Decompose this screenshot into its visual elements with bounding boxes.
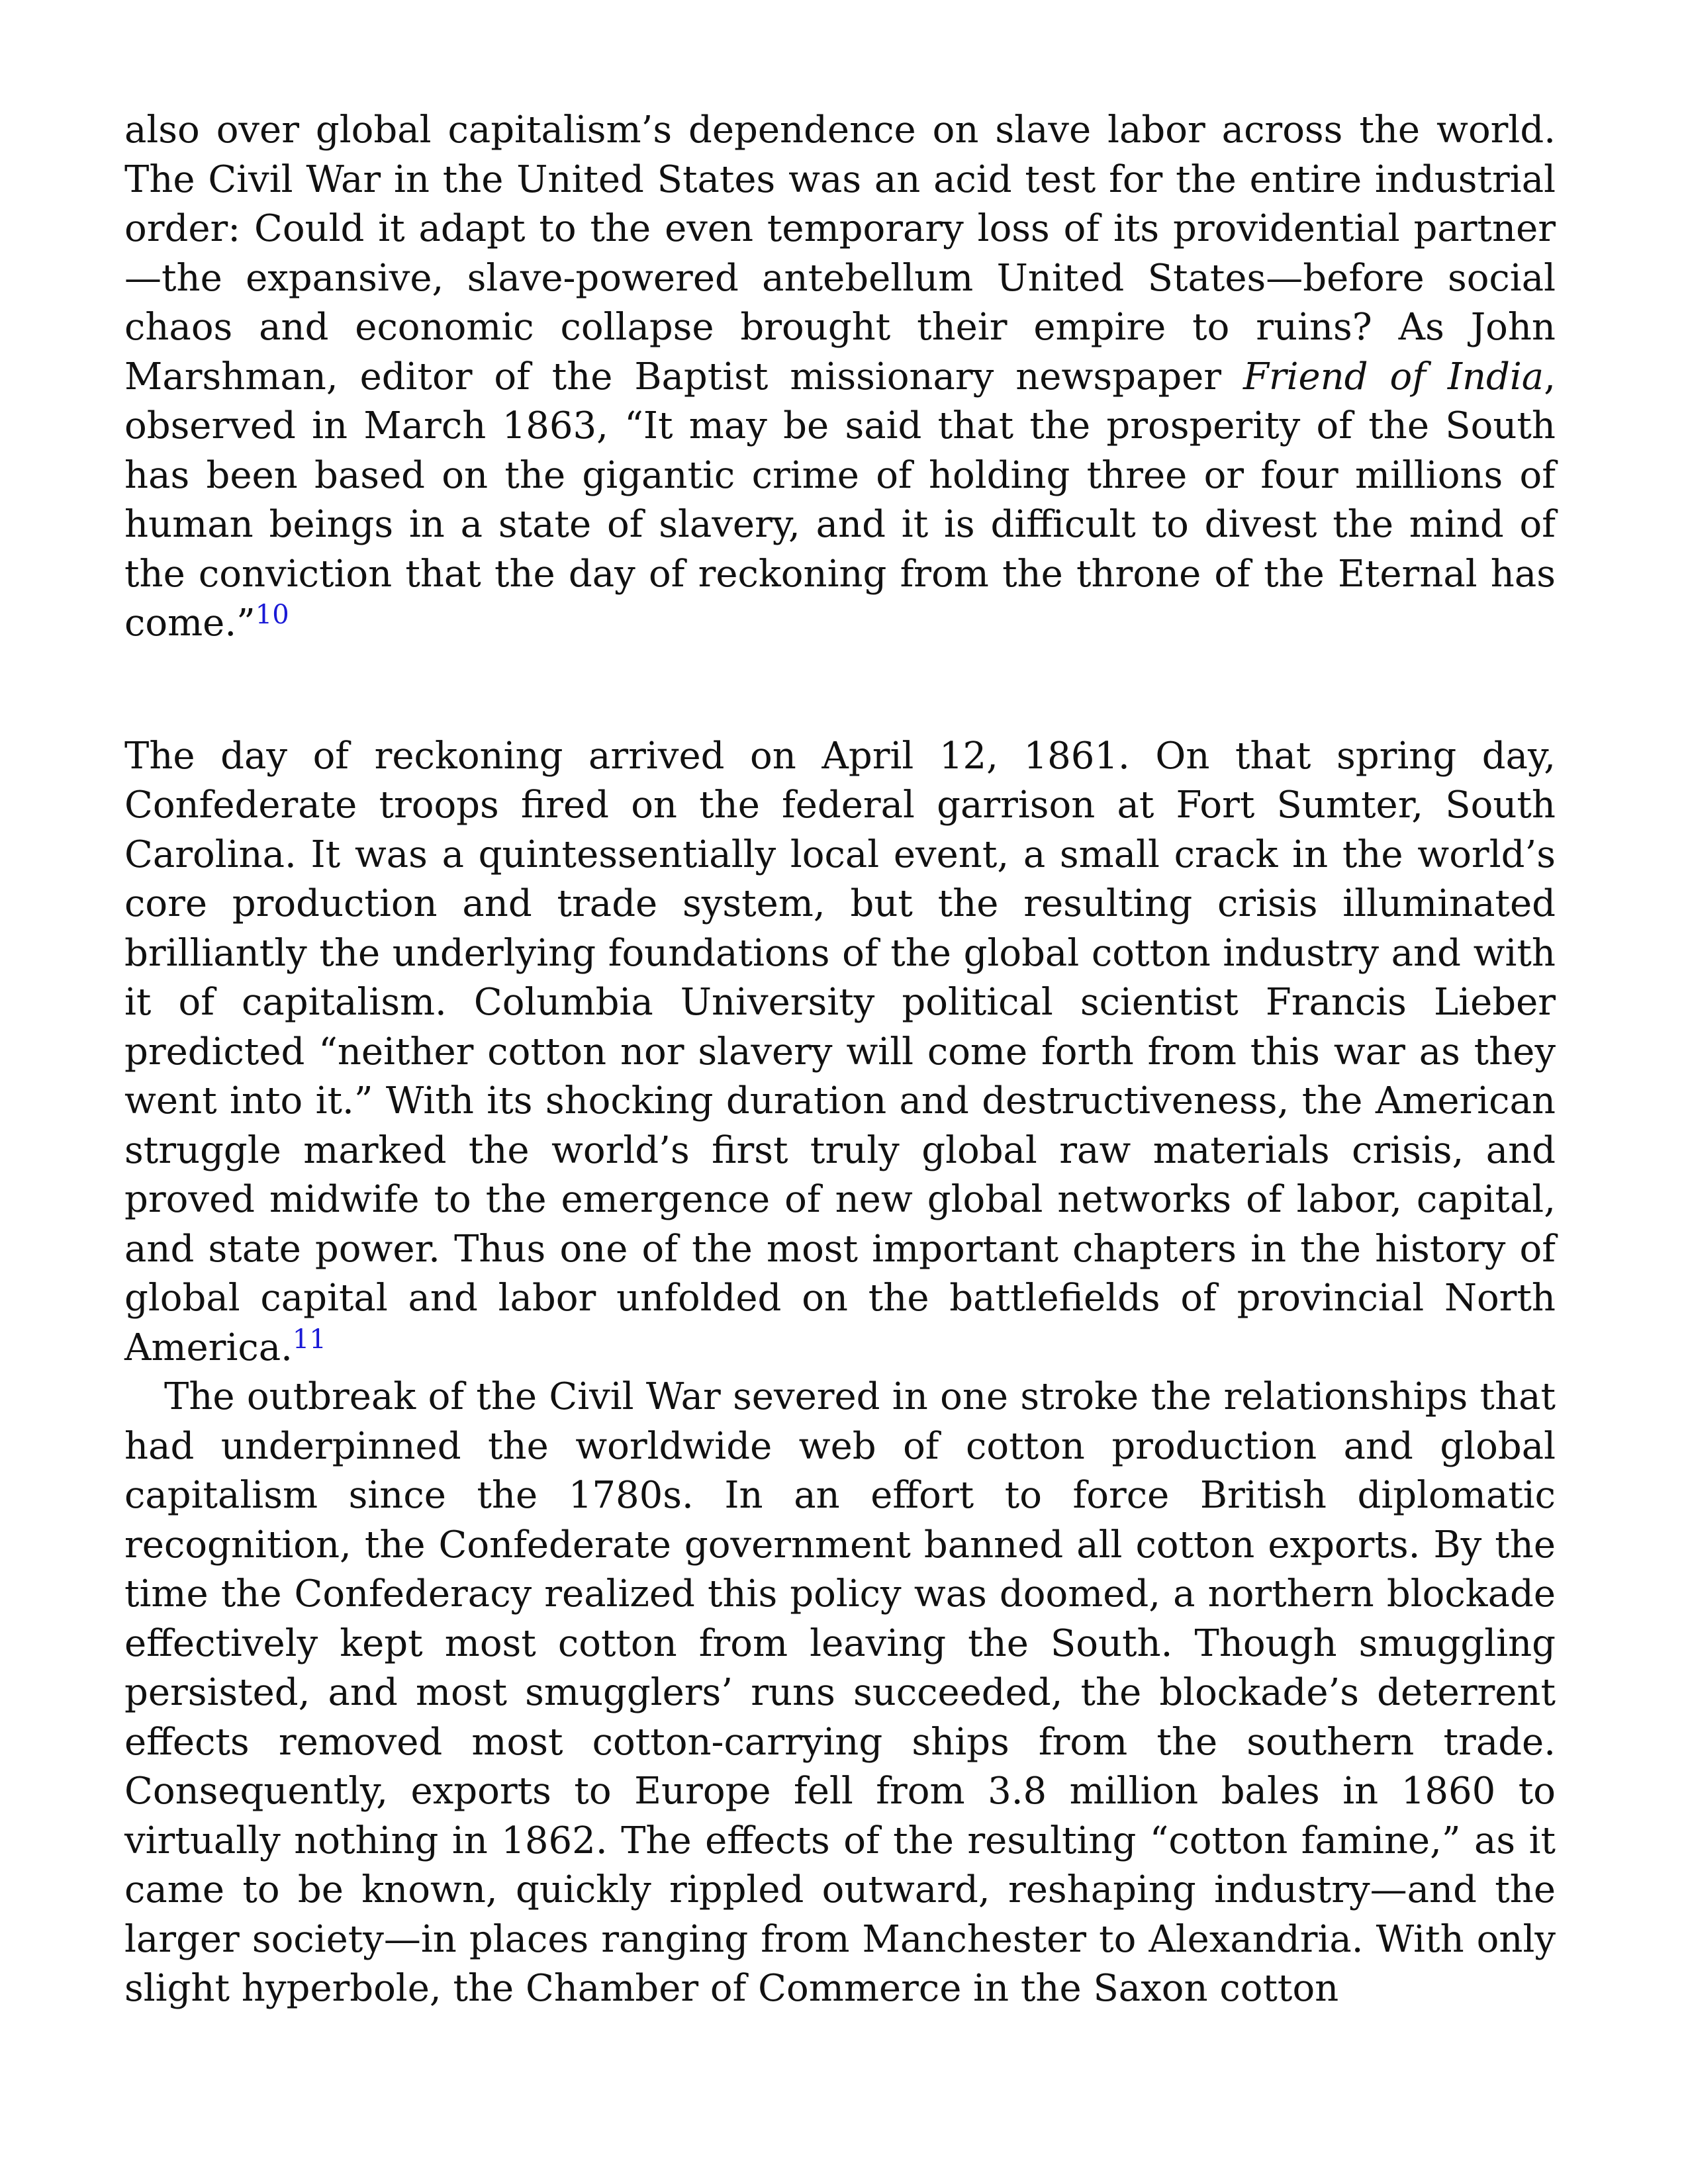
book-page xyxy=(124,106,1556,2014)
paragraph-text: also over global capitalism’s dependence on slave labor across the world. The Civil War in the United States was an acid test for the entire industrial order: Could it adapt to the even temporary loss of its providential partner —the expansive, slave-powered antebellum United States—before social chaos and economic collapse brought their empire to ruins? As John Marshman, editor of the Baptist missionary newspaper xyxy=(124,109,1556,398)
paragraph-text: The outbreak of the Civil War severed in one stroke the relationships that had underpinned the worldwide web of cotton production and global capitalism since the 1780s. In an effort to force British diplomatic recognition, the Confederate government banned all cotton exports. By the time the Confederacy realized this policy was doomed, a northern blockade effectively kept most cotton from leaving the South. Though smuggling persisted, and most smugglers’ runs succeeded, the blockade’s deterrent effects removed most cotton-carrying ships from the southern trade. Consequently, exports to Europe fell from 3.8 million bales in 1860 to virtually nothing in 1862. The effects of the resulting “cotton famine,” as it came to be known, quickly rippled outward, reshaping industry—and the larger society—in places ranging from Manchester to Alexandria. With only slight hyperbole, the Chamber of Commerce in the Saxon cotton xyxy=(124,1375,1556,2010)
footnote-link-10[interactable]: 10 xyxy=(255,600,289,630)
paragraph-text: The day of reckoning arrived on April 12, 1861. On that spring day, Confederate troops fired on the federal garrison at Fort Sumter, South Carolina. It was a quintessentially local event, a small crack in the world’s core production and trade system, but the resulting crisis illuminated brilliantly the underlying foundations of the global cotton industry and with it of capitalism. Columbia University political scientist Francis Lieber predicted “neither cotton nor slavery will come forth from this war as they went into it.” With its shocking duration and destructiveness, the American struggle marked the world’s first truly global raw materials crisis, and proved midwife to the emergence of new global networks of labor, capital, and state power. Thus one of the most important chapters in the history of global capital and labor unfolded on the battlefields of provincial North America. xyxy=(124,734,1556,1369)
newspaper-title: Friend of India xyxy=(1243,355,1544,398)
footnote-link-11[interactable]: 11 xyxy=(292,1324,326,1355)
paragraph-day-of-reckoning xyxy=(124,732,1556,1373)
paragraph-text: , observed in March 1863, “It may be said that the prosperity of the South has been based on the gigantic crime of holding three or four millions of human beings in a state of slavery, and it is difficult to divest the mind of the conviction that the day of reckoning from the throne of the Eternal has come.” xyxy=(124,355,1556,645)
paragraph-marshman-quote xyxy=(124,106,1556,649)
paragraph-outbreak xyxy=(124,1373,1556,2014)
